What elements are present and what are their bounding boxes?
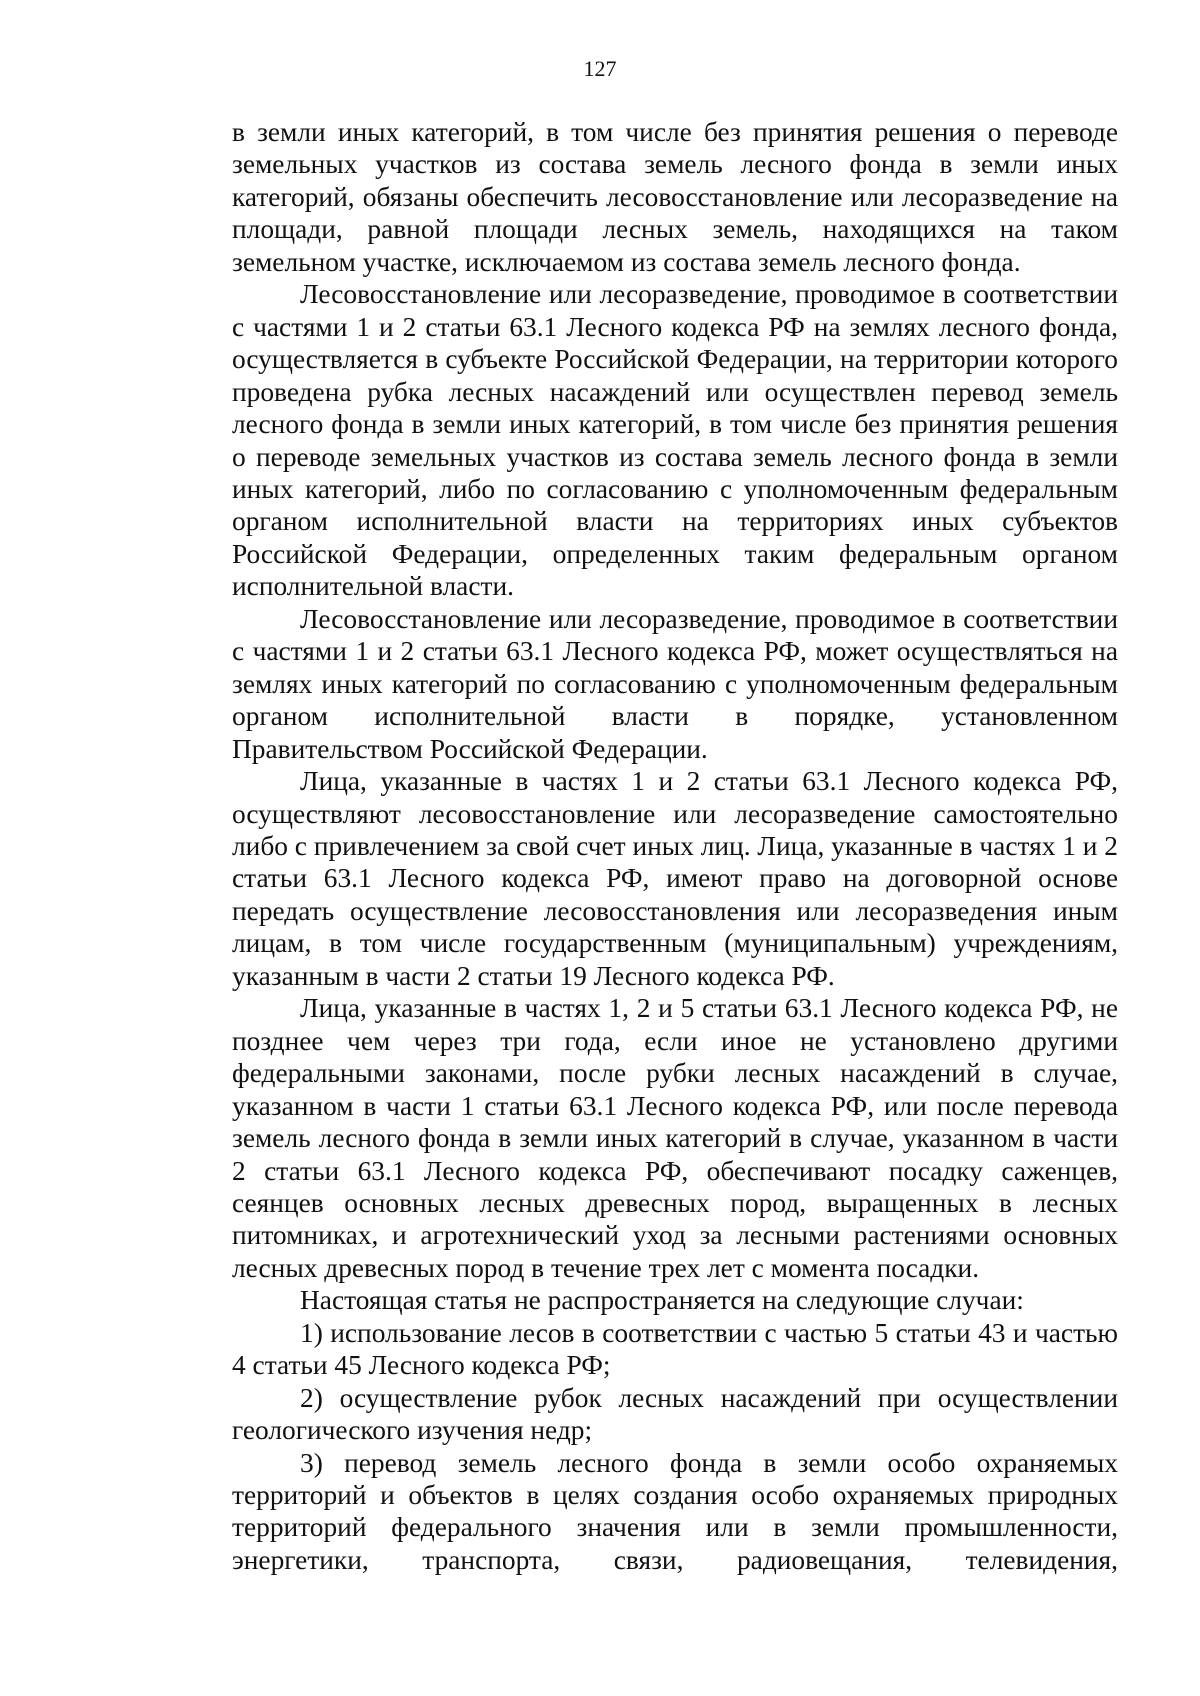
paragraph-responsible-persons: Лица, указанные в частях 1 и 2 статьи 63.1 Лесного кодекса РФ, осуществляют лесовосстановление или лесоразведение самостоятельно либо с привлечением за свой счет иных лиц. Лица, указанные в частях 1 и 2 статьи 63.1 Лесного кодекса РФ, имеют право на договорной основе передать осуществление лесовосстановления или лесоразведения иным лицам, в том числе государственным (муниципальным) учреждениям, указанным в части 2 статьи 19 Лесного кодекса РФ.: [232, 766, 1118, 991]
list-item-3: 3) перевод земель лесного фонда в земли особо охраняемых территорий и объектов в целях создания особо охраняемых природных территорий федерального значения или в земли промышленности, энергетики, транспорта, связи, радиовещания, телевидения,: [232, 1447, 1118, 1575]
paragraph-planting-deadline: Лица, указанные в частях 1, 2 и 5 статьи 63.1 Лесного кодекса РФ, не позднее чем через три года, если иное не установлено другими федеральными законами, после рубки лесных насаждений в случае, указанном в части 1 статьи 63.1 Лесного кодекса РФ, или после перевода земель лесного фонда в земли иных категорий в случае, указанном в части 2 статьи 63.1 Лесного кодекса РФ, обеспечивают посадку саженцев, сеянцев основных лесных древесных пород, выращенных в лесных питомниках, и агротехнический уход за лесными растениями основных лесных древесных пород в течение трех лет с момента посадки.: [232, 993, 1118, 1283]
paragraph-exceptions-intro: Настоящая статья не распространяется на следующие случаи:: [300, 1285, 1024, 1316]
list-item-2: 2) осуществление рубок лесных насаждений при осуществлении геологического изучения недр;: [232, 1382, 1118, 1446]
paragraph-reforestation-other-lands: Лесовосстановление или лесоразведение, проводимое в соответствии с частями 1 и 2 статьи 63.1 Лесного кодекса РФ, может осуществляться на землях иных категорий по согласованию с уполномоченным федеральным органом исполнительной власти в порядке, установленном Правительством Российской Федерации.: [232, 603, 1118, 764]
list-item-1: 1) использование лесов в соответствии с частью 5 статьи 43 и частью 4 статьи 45 Лесного кодекса РФ;: [232, 1317, 1118, 1381]
paragraph-continuation: в земли иных категорий, в том числе без принятия решения о переводе земельных участков из состава земель лесного фонда в земли иных категорий, обязаны обеспечить лесовосстановление или лесоразведение на площади, равной площади лесных земель, находящихся на таком земельном участке, исключаемом из состава земель лесного фонда.: [232, 117, 1118, 277]
page-number: 127: [583, 56, 617, 81]
paragraph-reforestation-location: Лесовосстановление или лесоразведение, проводимое в соответствии с частями 1 и 2 статьи 63.1 Лесного кодекса РФ на землях лесного фонда, осуществляется в субъекте Российской Федерации, на территории которого проведена рубка лесных насаждений или осуществлен перевод земель лесного фонда в земли иных категорий, в том числе без принятия решения о переводе земельных участков из состава земель лесного фонда в земли иных категорий, либо по согласованию с уполномоченным федеральным органом исполнительной власти на территориях иных субъектов Российской Федерации, определенных таким федеральным органом исполнительной власти.: [232, 279, 1118, 602]
document-body: [232, 116, 1118, 1576]
